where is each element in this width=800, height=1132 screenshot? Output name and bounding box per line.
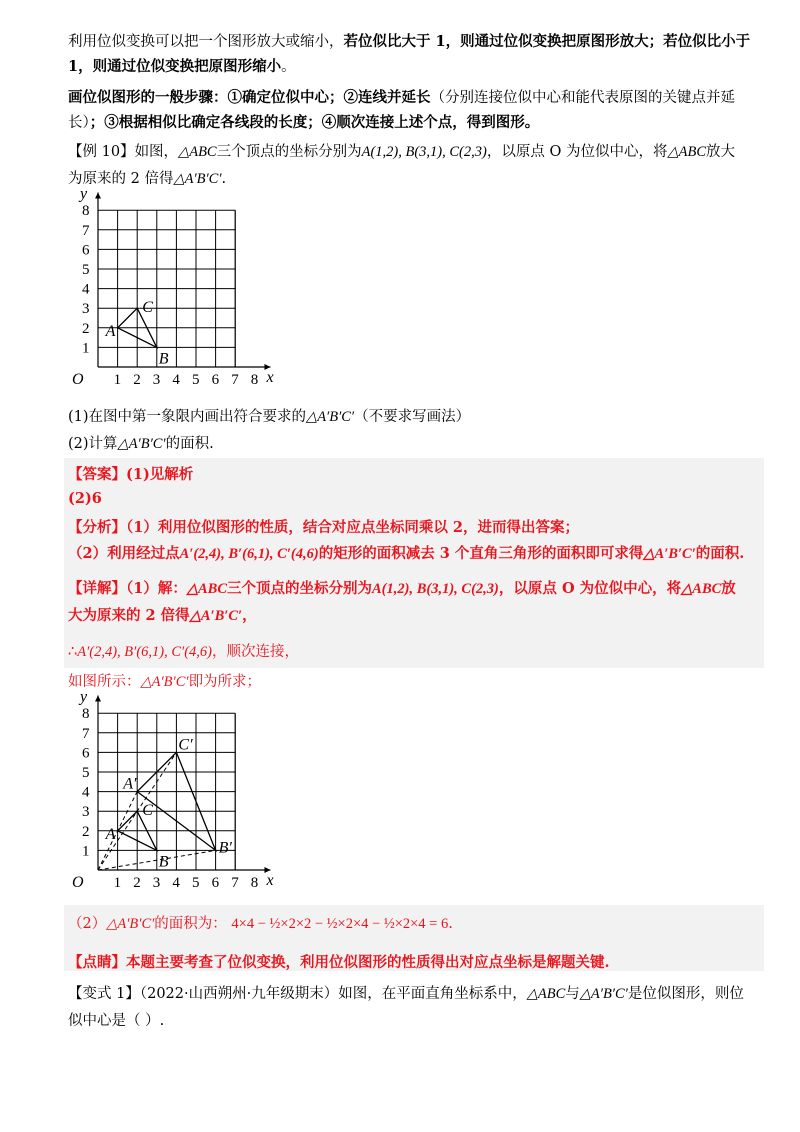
answer-line-1 (68, 463, 193, 484)
steps-normal-2: 长） (68, 115, 90, 131)
detail-text: 放 (721, 580, 736, 597)
origin-label: O (72, 874, 84, 891)
example-line-2 (68, 167, 226, 188)
y-tick-label: 8 (82, 203, 90, 220)
vertex-coords: A(1,2), B(3,1), C(2,3) (361, 144, 487, 160)
x-tick-label: 8 (250, 875, 259, 891)
y-axis-label: y (80, 688, 88, 706)
detail-line-4 (68, 670, 261, 691)
answer-text: (2)6 (68, 490, 102, 507)
triangle-abc-prime: △A′B′C′ (643, 546, 696, 562)
steps-bold-a: 画位似图形的一般步骤：①确定位似中心；②连线并延长 (68, 89, 431, 106)
question-text: (2)计算 (68, 436, 118, 452)
x-tick-label: 3 (152, 875, 161, 891)
x-tick-label: 1 (113, 875, 122, 891)
steps-line-2 (68, 111, 539, 132)
intro-text-normal: 利用位似变换可以把一个图形放大或缩小， (68, 34, 344, 50)
point-label: A (105, 322, 116, 340)
x-tick-label: 4 (172, 875, 180, 891)
variant-text: 是位似图形，则位 (627, 986, 744, 1002)
triangle-abc-prime: △A′B′C′ (117, 436, 166, 452)
question-text: 的面积. (165, 436, 214, 452)
area-line (68, 912, 453, 933)
steps-bold-b: ；③根据相似比确定各线段的长度；④顺次连接上述个点，得到图形。 (89, 114, 540, 131)
therefore-symbol: ∴ (68, 644, 78, 660)
note-label: 【点睛】 (68, 954, 126, 971)
y-tick-label: 4 (82, 784, 90, 801)
answer-label: 【答案】 (68, 466, 126, 483)
triangle-abc: △ABC (526, 986, 566, 1002)
triangle-abc-prime: △A′B′C′ (189, 608, 243, 624)
question-text: （不要求写画法） (354, 409, 471, 425)
example-text: 为原来的 2 倍得 (68, 171, 174, 187)
point-label: A (105, 825, 116, 843)
variant-label: 【变式 1】 (68, 986, 140, 1002)
x-tick-label: 7 (231, 875, 239, 891)
y-tick-label: 2 (82, 320, 90, 337)
prime-coords: A′(2,4), B′(6,1), C′(4,6) (77, 644, 212, 660)
analysis-text: 的面积. (695, 545, 745, 562)
triangle-abc-prime: △A′B′C′ (579, 986, 628, 1002)
y-tick-label: 3 (82, 804, 90, 821)
y-tick-label: 5 (82, 262, 90, 278)
variant-line-2 (68, 1009, 164, 1030)
y-tick-label: 7 (82, 222, 90, 239)
note-text: 本题主要考查了位似变换，利用位似图形的性质得出对应点坐标是解题关键. (126, 954, 610, 971)
x-tick-label: 6 (211, 875, 220, 891)
y-axis-arrow (95, 193, 101, 199)
analysis-text: 的矩形的面积减去 3 个直角三角形的面积即可求得 (318, 545, 644, 562)
analysis-text: （1）利用位似图形的性质，结合对应点坐标同乘以 2，进而得出答案； (126, 519, 579, 536)
analysis-line-1 (68, 516, 579, 537)
x-tick-label: 1 (113, 372, 122, 388)
detail-line-2 (68, 604, 257, 625)
triangle-abc-prime: △A′B′C′ (140, 674, 189, 690)
question-2 (68, 432, 214, 453)
note-line (68, 951, 610, 972)
x-tick-label: 2 (133, 875, 141, 891)
example-line-1 (68, 140, 735, 161)
point-label: C′ (178, 736, 193, 754)
intro-text-end: 。 (281, 59, 296, 75)
area-expression: 4×4 − ½×2×2 − ½×2×4 − ½×2×4 = 6 (231, 916, 449, 932)
intro-text-bold: 若位似比大于 1，则通过位似变换把原图形放大；若位似比小于 (343, 33, 751, 50)
point-label: B (158, 853, 169, 871)
y-tick-label: 2 (82, 823, 90, 840)
y-axis-arrow (95, 696, 101, 702)
detail-text: ，以原点 O 为位似中心，将 (498, 580, 682, 597)
x-axis-label: x (266, 369, 274, 386)
y-tick-label: 6 (82, 242, 90, 259)
area-text: . (448, 916, 453, 932)
question-1 (68, 405, 470, 426)
detail-line-3 (68, 640, 299, 661)
detail-text: 即为所求； (188, 674, 262, 690)
detail-text: ，顺次连接， (211, 644, 299, 660)
prime-coords: A′(2,4), B′(6,1), C′(4,6) (179, 546, 319, 562)
y-tick-label: 8 (82, 706, 90, 723)
example-text: 如图， (134, 144, 179, 160)
y-axis-label: y (80, 185, 88, 203)
detail-text: 大为原来的 2 倍得 (68, 607, 190, 624)
x-tick-label: 2 (133, 372, 141, 388)
point-label: B′ (218, 839, 232, 857)
detail-text: 三个顶点的坐标分别为 (227, 580, 373, 597)
intro-text-bold-2: 1，则通过位似变换把原图形缩小 (68, 58, 282, 75)
x-tick-label: 8 (250, 372, 259, 388)
triangle-abc: △ABC (681, 581, 722, 597)
triangle-abc-prime: △A′B′C′ (306, 409, 355, 425)
x-tick-label: 5 (192, 372, 200, 388)
variant-text: 似中心是（ ）. (68, 1013, 165, 1029)
steps-line-1 (68, 86, 735, 107)
detail-text: （1）解： (126, 580, 187, 597)
answer-line-2 (68, 490, 102, 507)
point-label: B (158, 350, 169, 368)
variant-text: （2022·山西朔州·九年级期末）如图，在平面直角坐标系中， (139, 986, 527, 1002)
variant-line-1 (68, 982, 744, 1003)
detail-text: ， (242, 607, 257, 624)
intro-line-2 (68, 55, 296, 76)
y-tick-label: 5 (82, 765, 90, 781)
analysis-text: （2）利用经过点 (68, 545, 180, 562)
steps-normal: （分别连接位似中心和能代表原图的关键点并延 (430, 90, 735, 106)
example-text: 放大 (706, 144, 735, 160)
x-tick-label: 6 (211, 372, 220, 388)
detail-text: 如图所示： (68, 674, 141, 690)
variant-text: 与 (565, 986, 580, 1002)
y-tick-label: 3 (82, 301, 90, 318)
coordinate-grid-2 (60, 688, 274, 907)
x-tick-label: 4 (172, 372, 180, 388)
triangle-abc: △ABC (667, 144, 706, 160)
example-text: ，以原点 O 为位似中心，将 (486, 144, 668, 160)
y-tick-label: 7 (82, 725, 90, 742)
triangle-abc: △ABC (178, 144, 217, 160)
x-axis-label: x (266, 872, 274, 889)
y-tick-label: 4 (82, 281, 90, 298)
triangle-abc-prime: △A′B′C′ (173, 171, 222, 187)
analysis-label: 【分析】 (68, 519, 126, 536)
origin-label: O (72, 371, 84, 388)
area-text: 的面积为： (154, 916, 227, 932)
intro-line-1 (68, 30, 750, 51)
answer-shade-top (64, 458, 764, 668)
detail-label: 【详解】 (68, 580, 126, 597)
coordinate-grid-1 (60, 185, 280, 404)
y-tick-label: 6 (82, 745, 90, 762)
point-label: C (142, 802, 153, 820)
question-text: (1)在图中第一象限内画出符合要求的 (68, 409, 307, 425)
detail-line-1 (68, 577, 736, 598)
triangle-abc-prime: △A′B′C′ (106, 916, 155, 932)
triangle-abc: △ABC (186, 581, 228, 597)
x-tick-label: 7 (231, 372, 239, 388)
point-label: C (142, 299, 153, 317)
example-text: . (221, 171, 227, 187)
y-tick-label: 1 (82, 340, 90, 357)
point-label: A′ (123, 775, 137, 793)
analysis-line-2 (68, 542, 744, 563)
vertex-coords: A(1,2), B(3,1), C(2,3) (372, 581, 499, 597)
x-tick-label: 3 (152, 372, 161, 388)
example-label: 【例 10】 (68, 144, 135, 160)
answer-text: (1)见解析 (126, 466, 194, 483)
example-text: 三个顶点的坐标分别为 (216, 144, 362, 160)
area-text: （2） (68, 916, 107, 932)
x-tick-label: 5 (192, 875, 200, 891)
y-tick-label: 1 (82, 843, 90, 860)
